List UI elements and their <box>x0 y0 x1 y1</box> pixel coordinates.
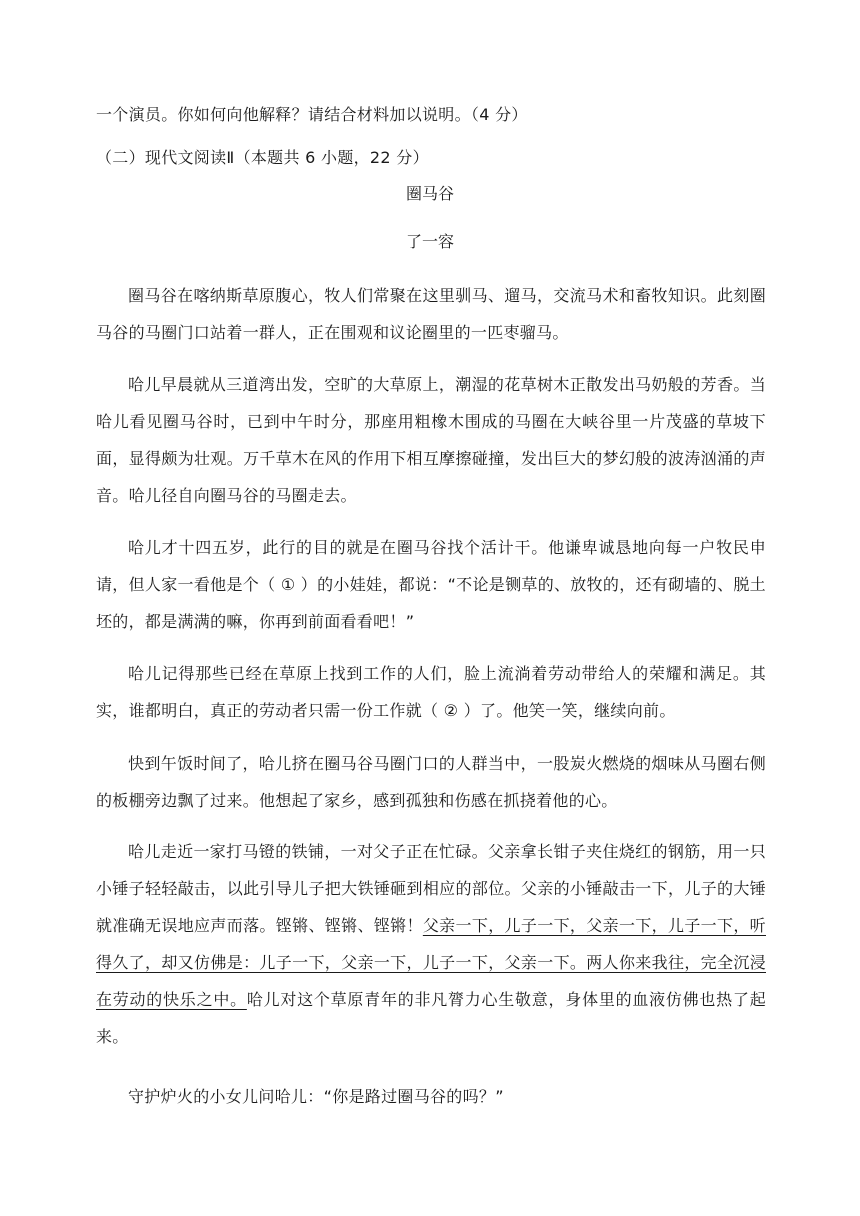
paragraph-6-text: 哈儿走近一家打马镫的铁铺，一对父子正在忙碌。父亲拿长钳子夹住烧红的钢筋，用一只小锤子轻轻敲击，以此引导儿子把大铁锤砸到相应的部位。父亲的小锤敲击一下，儿子的大锤就准确无误地应声而落。铿锵、铿锵、铿锵！ <box>96 842 766 935</box>
paragraph-6-tail: 哈儿对这个草原青年的非凡膂力心生敬意，身体里的血液仿佛也热了起来。 <box>96 990 766 1046</box>
paragraph-1: 圈马谷在喀纳斯草原腹心，牧人们常聚在这里驯马、遛马，交流马术和畜牧知识。此刻圈马谷的马圈门口站着一群人，正在围观和议论圈里的一匹枣骝马。 <box>96 286 766 342</box>
paragraph-7: 守护炉火的小女儿问哈儿：“你是路过圈马谷的吗？” <box>128 1087 504 1106</box>
underlined-passage: 父亲一下，儿子一下，父亲一下，儿子一下，听得久了，却又仿佛是：儿子一下，父亲一下，儿子一下，父亲一下。两人你来我往，完全沉浸在劳动的快乐之中。 <box>96 916 766 1009</box>
article-title: 圈马谷 <box>405 184 454 203</box>
question-tail: 一个演员。你如何向他解释？请结合材料加以说明。（4 分） <box>96 105 528 124</box>
paragraph-3: 哈儿才十四五岁，此行的目的就是在圈马谷找个活计干。他谦卑诚恳地向每一户牧民申请，但人家一看他是个（ ① ）的小娃娃，都说：“不论是铡草的、放牧的，还有砌墙的、脱土坯的，都是满满的嘛，你再到前面看看吧！” <box>96 538 766 631</box>
article-author: 了一容 <box>405 232 454 251</box>
paragraph-6 <box>96 833 766 1055</box>
section-heading: （二）现代文阅读Ⅱ（本题共 6 小题，22 分） <box>96 148 429 167</box>
paragraph-2: 哈儿早晨就从三道湾出发，空旷的大草原上，潮湿的花草树木正散发出马奶般的芳香。当哈儿看见圈马谷时，已到中午时分，那座用粗橡木围成的马圈在大峡谷里一片茂盛的草坡下面，显得颇为壮观。万千草木在风的作用下相互摩擦碰撞，发出巨大的梦幻般的波涛汹涌的声音。哈儿径自向圈马谷的马圈走去。 <box>96 375 766 505</box>
paragraph-4: 哈儿记得那些已经在草原上找到工作的人们，脸上流淌着劳动带给人的荣耀和满足。其实，谁都明白，真正的劳动者只需一份工作就（ ② ）了。他笑一笑，继续向前。 <box>96 664 766 720</box>
paragraph-5: 快到午饭时间了，哈儿挤在圈马谷马圈门口的人群当中，一股炭火燃烧的烟味从马圈右侧的板棚旁边飘了过来。他想起了家乡，感到孤独和伤感在抓挠着他的心。 <box>96 754 766 810</box>
